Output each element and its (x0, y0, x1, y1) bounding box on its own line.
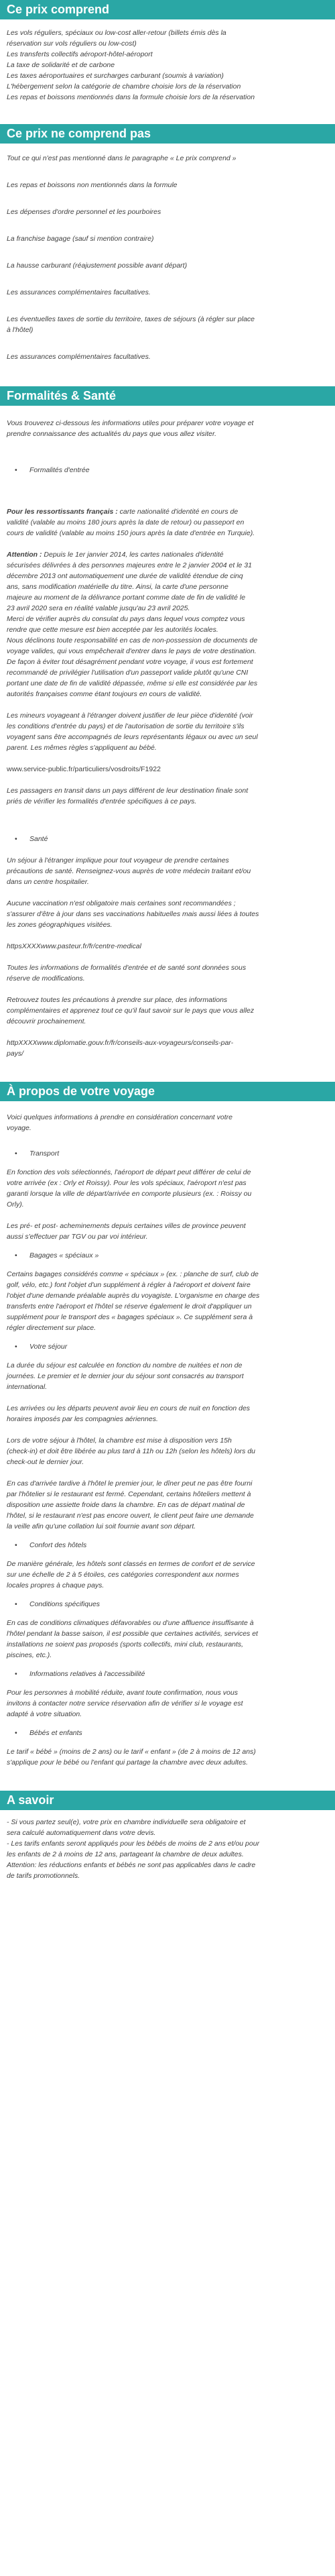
section-title-about-trip: À propos de votre voyage (0, 1082, 335, 1101)
late-arrival-line: En cas d'arrivée tardive à l'hôtel le premier jour, le dîner peut ne pas être fourni (7, 1479, 253, 1488)
section-title-formalities: Formalités & Santé (0, 386, 335, 406)
attention-line: Merci de vérifier auprès du consulat du pays dans lequel vous comptez vous (7, 615, 245, 623)
luggage-line: golf, vélo, etc.) font l'objet d'un supplément à régler à l'aéroport et doivent faire (7, 1281, 251, 1289)
section-good-to-know (0, 1791, 335, 1881)
transit-line: priés de vérifier les formalités d'entrée spécifiques à ce pays. (7, 797, 197, 805)
duration-line: La durée du séjour est calculée en fonction du nombre de nuitées et non de (7, 1361, 243, 1369)
comfort-line: sur une échelle de 2 à 5 étoiles, ces catégories correspondent aux normes (7, 1571, 239, 1579)
good-to-know-line: - Les tarifs enfants seront appliqués pour les bébés de moins de 2 ans et/ou pour (7, 1840, 260, 1848)
attention-line: portant une date de fin de validité dépassée, même si elle est considérée par les (7, 679, 258, 687)
minors-line: Les mineurs voyageant à l'étranger doivent justifier de leur pièce d'identité (voir (7, 712, 253, 720)
attention-line: voyage valides, qui vous empêcherait d'entrer dans le pays de votre destination. (7, 647, 257, 655)
attention-label: Attention : (7, 551, 42, 559)
french-nationals-line: cours de validité (valable au moins 150 jours après la date d'entrée en Turquie). (7, 529, 255, 537)
formalities-intro: Vous trouverez ci-dessous les informations utiles pour préparer votre voyage et (7, 419, 254, 427)
late-arrival-line: par l'hôtelier si le restaurant est fermé. Cependant, certains hôteliers mettent à (7, 1490, 251, 1498)
section-price-excludes (0, 124, 335, 386)
pasteur-link[interactable]: httpsXXXXwww.pasteur.fr/fr/centre-medical (7, 942, 141, 950)
french-nationals-line: carte nationalité d'identité en cours de (117, 508, 239, 516)
bullet-accessibility: • Informations relatives à l'accessibilité (7, 1669, 335, 1679)
price-includes-line: Les vols réguliers, spéciaux ou low-cost aller-retour (billets émis dès la (7, 29, 226, 37)
good-to-know-line: les enfants de 2 à moins de 12 ans, partageant la chambre de deux adultes. (7, 1850, 244, 1858)
bullet-transport: • Transport (7, 1148, 335, 1159)
bullet-special-luggage: • Bagages « spéciaux » (7, 1250, 335, 1261)
duration-line: international. (7, 1383, 48, 1391)
comfort-line: locales propres à chaque pays. (7, 1581, 105, 1589)
french-nationals-text (7, 506, 322, 517)
about-intro: voyage. (7, 1124, 31, 1132)
diplomatie-link[interactable]: httpXXXXwww.diplomatie.gouv.fr/fr/conseils-aux-voyageurs/conseils-par- (7, 1039, 234, 1047)
pre-post-line: Les pré- et post- acheminements depuis certaines villes de province peuvent (7, 1222, 246, 1230)
attention-line: sécurisées délivrées à des personnes majeures entre le 2 janvier 2004 et le 31 (7, 561, 252, 569)
room-line: check-out le dernier jour. (7, 1458, 84, 1466)
attention-line: ans, sans modification matérielle du titre. Ainsi, la carte d'une personne (7, 583, 228, 591)
health-line: précautions de santé. Renseignez-vous auprès de votre médecin traitant et/ou (7, 867, 251, 875)
arrivals-line: Les arrivées ou les départs peuvent avoir lieu en cours de nuit en fonction des (7, 1404, 251, 1412)
section-about-trip (0, 1082, 335, 1791)
price-excludes-line: La franchise bagage (sauf si mention contraire) (7, 235, 154, 243)
attention-line: décembre 2013 ont automatiquement une durée de validité étendue de cinq (7, 572, 243, 580)
section-price-includes (0, 0, 335, 124)
attention-line: autorités françaises comme étant toujours en cours de validité. (7, 690, 202, 698)
bullet-hotel-comfort: • Confort des hôtels (7, 1540, 335, 1551)
transport-line: Orly). (7, 1200, 24, 1209)
price-includes-line: L'hébergement selon la catégorie de chambre choisie lors de la réservation (7, 82, 241, 91)
formalities-intro: prendre connaissance des actualités du pays que vous allez visiter. (7, 430, 217, 438)
bullet-specific-conditions: • Conditions spécifiques (7, 1599, 335, 1610)
luggage-line: l'objet d'une demande préalable auprès du voyagiste. L'organisme en charge des (7, 1292, 260, 1300)
bullet-babies-children: • Bébés et enfants (7, 1728, 335, 1738)
disclaimer-line: réserve de modifications. (7, 974, 85, 983)
accessibility-line: Pour les personnes à mobilité réduite, avant toute confirmation, nous vous (7, 1689, 238, 1697)
price-excludes-line: Les repas et boissons non mentionnés dans la formule (7, 181, 178, 189)
precautions-line: Retrouvez toutes les précautions à prendre sur place, des informations (7, 996, 228, 1004)
health-line: dans un centre hospitalier. (7, 878, 89, 886)
disclaimer-line: Toutes les informations de formalités d'entrée et de santé sont données sous (7, 964, 247, 972)
bullet-your-stay: • Votre séjour (7, 1341, 335, 1352)
vaccination-line: les zones géographiques visitées. (7, 921, 113, 929)
attention-line: Depuis le 1er janvier 2014, les cartes nationales d'identité (42, 551, 224, 559)
arrivals-line: horaires imposés par les compagnies aériennes. (7, 1415, 158, 1423)
price-excludes-line: Les dépenses d'ordre personnel et les pourboires (7, 208, 161, 216)
price-excludes-line: Les assurances complémentaires facultatives. (7, 353, 151, 361)
minors-line: les conditions d'entrée du pays) et de l'autorisation de sortie du territoire s'ils (7, 722, 245, 730)
good-to-know-line: Attention: les réductions enfants et bébés ne sont pas applicables dans le cadre (7, 1861, 256, 1869)
french-nationals-line: validité (valable au moins 180 jours après la date de retour) ou passeport en (7, 518, 245, 526)
duration-line: journées. Le premier et le dernier jour du séjour sont consacrés au transport (7, 1372, 244, 1380)
luggage-line: supplément pour le transport des « bagages spéciaux ». Ce supplément sera à (7, 1313, 253, 1321)
price-excludes-line: La hausse carburant (réajustement possible avant départ) (7, 262, 188, 270)
price-excludes-line: Les éventuelles taxes de sortie du territoire, taxes de séjours (à régler sur place (7, 315, 255, 323)
diplomatie-link-cont[interactable]: pays/ (7, 1050, 24, 1058)
conditions-line: l'hôtel pendant la basse saison, il est possible que certaines activités, services et (7, 1630, 258, 1638)
attention-line: 23 avril 2020 sera en réalité valable jusqu'au 23 avril 2025. (7, 604, 190, 612)
vaccination-line: Aucune vaccination n'est obligatoire mais certaines sont recommandées ; (7, 899, 236, 907)
price-excludes-line: Tout ce qui n'est pas mentionné dans le paragraphe « Le prix comprend » (7, 154, 237, 162)
babies-line: s'applique pour le bébé ou l'enfant qui partage la chambre avec deux adultes. (7, 1758, 249, 1767)
luggage-line: Certains bagages considérés comme « spéciaux » (ex. : planche de surf, club de (7, 1270, 259, 1278)
late-arrival-line: la veille afin qu'une collation lui soit fournie avant son départ. (7, 1522, 196, 1530)
attention-line: majeure au moment de la délivrance portant comme date de fin de validité le (7, 594, 246, 602)
good-to-know-line: - Si vous partez seul(e), votre prix en chambre individuelle sera obligatoire et (7, 1818, 246, 1826)
room-line: Lors de votre séjour à l'hôtel, la chambre est mise à disposition vers 15h (7, 1437, 232, 1445)
service-public-link[interactable]: www.service-public.fr/particuliers/vosdroits/F1922 (7, 765, 161, 773)
conditions-line: piscines, etc.). (7, 1651, 52, 1659)
section-title-price-includes: Ce prix comprend (0, 0, 335, 19)
good-to-know-line: sera calculé automatiquement dans votre devis. (7, 1829, 156, 1837)
about-intro: Voici quelques informations à prendre en considération concernant votre (7, 1113, 232, 1121)
late-arrival-line: l'hôtel, si le restaurant n'est pas encore ouvert, le client peut faire une demande (7, 1512, 254, 1520)
attention-text (7, 549, 322, 560)
luggage-line: transferts entre l'aéroport et l'hôtel se réserve également le droit d'appliquer un (7, 1302, 252, 1310)
transport-line: En fonction des vols sélectionnés, l'aéroport de départ peut différer de celui de (7, 1168, 251, 1176)
vaccination-line: s'assurer d'être à jour dans ses vaccinations habituelles mais aussi liées à toutes (7, 910, 259, 918)
section-formalities-health (0, 386, 335, 1082)
good-to-know-line: de tarifs promotionnels. (7, 1872, 80, 1880)
bullet-health: • Santé (7, 834, 335, 844)
late-arrival-line: disposition une assiette froide dans la chambre. En cas de départ matinal de (7, 1501, 245, 1509)
attention-line: De façon à éviter tout désagrément pendant votre voyage, il vous est fortement (7, 658, 253, 666)
pre-post-line: aussi s'effectuer par TGV ou par voi intérieur. (7, 1233, 148, 1241)
room-line: (check-in) et doit être libérée au plus tard à 11h ou 12h (selon les hôtels) lors du (7, 1447, 256, 1455)
health-line: Un séjour à l'étranger implique pour tout voyageur de prendre certaines (7, 856, 229, 864)
transit-line: Les passagers en transit dans un pays différent de leur destination finale sont (7, 787, 249, 795)
attention-line: Nous déclinons toute responsabilité en cas de non-possession de documents de (7, 636, 258, 645)
attention-line: rendre que cette mesure est bien acceptée par les autorités locales. (7, 626, 218, 634)
accessibility-line: invitons à contacter notre service réservation afin de vérifier si le voyage est (7, 1699, 243, 1707)
price-includes-line: Les taxes aéroportuaires et surcharges carburant (soumis à variation) (7, 72, 224, 80)
section-title-price-excludes: Ce prix ne comprend pas (0, 124, 335, 144)
precautions-line: complémentaires et apprenez tout ce qu'il faut savoir sur le pays que vous allez (7, 1007, 255, 1015)
babies-line: Le tarif « bébé » (moins de 2 ans) ou le tarif « enfant » (de 2 à moins de 12 ans) (7, 1748, 256, 1756)
accessibility-line: adapté à votre situation. (7, 1710, 82, 1718)
price-includes-line: Les repas et boissons mentionnés dans la formule choisie lors de la réservation (7, 93, 255, 101)
conditions-line: En cas de conditions climatiques défavorables ou d'une affluence insuffisante à (7, 1619, 254, 1627)
price-excludes-line: à l'hôtel) (7, 326, 34, 334)
transport-line: garanti lorsque la ville de départ/arrivée en comporte plusieurs (ex. : Roissy ou (7, 1190, 252, 1198)
conditions-line: installations ne soient pas proposés (sports collectifs, mini club, restaurants, (7, 1640, 244, 1648)
transport-line: votre arrivée (ex : Orly et Roissy). Pour les vols spéciaux, l'aéroport n'est pas (7, 1179, 247, 1187)
price-includes-line: réservation sur vols réguliers ou low-cost) (7, 40, 137, 48)
price-includes-line: La taxe de solidarité et de carbone (7, 61, 115, 69)
french-nationals-label: Pour les ressortissants français : (7, 508, 118, 516)
comfort-line: De manière générale, les hôtels sont classés en termes de confort et de service (7, 1560, 255, 1568)
section-title-good-to-know: A savoir (0, 1791, 335, 1810)
price-excludes-line: Les assurances complémentaires facultatives. (7, 288, 151, 296)
minors-line: parent. Les mêmes règles s'appliquent au bébé. (7, 744, 157, 752)
precautions-line: découvrir prochainement. (7, 1017, 86, 1025)
luggage-line: régler directement sur place. (7, 1324, 96, 1332)
minors-line: voyagent sans être accompagnés de leurs représentants légaux ou avec un seul (7, 733, 258, 741)
attention-line: recommandé de privilégier l'utilisation d'un passeport valide plutôt qu'une CNI (7, 669, 249, 677)
price-includes-line: Les transferts collectifs aéroport-hôtel-aéroport (7, 50, 153, 58)
bullet-entry-formalities: • Formalités d'entrée (7, 465, 335, 475)
